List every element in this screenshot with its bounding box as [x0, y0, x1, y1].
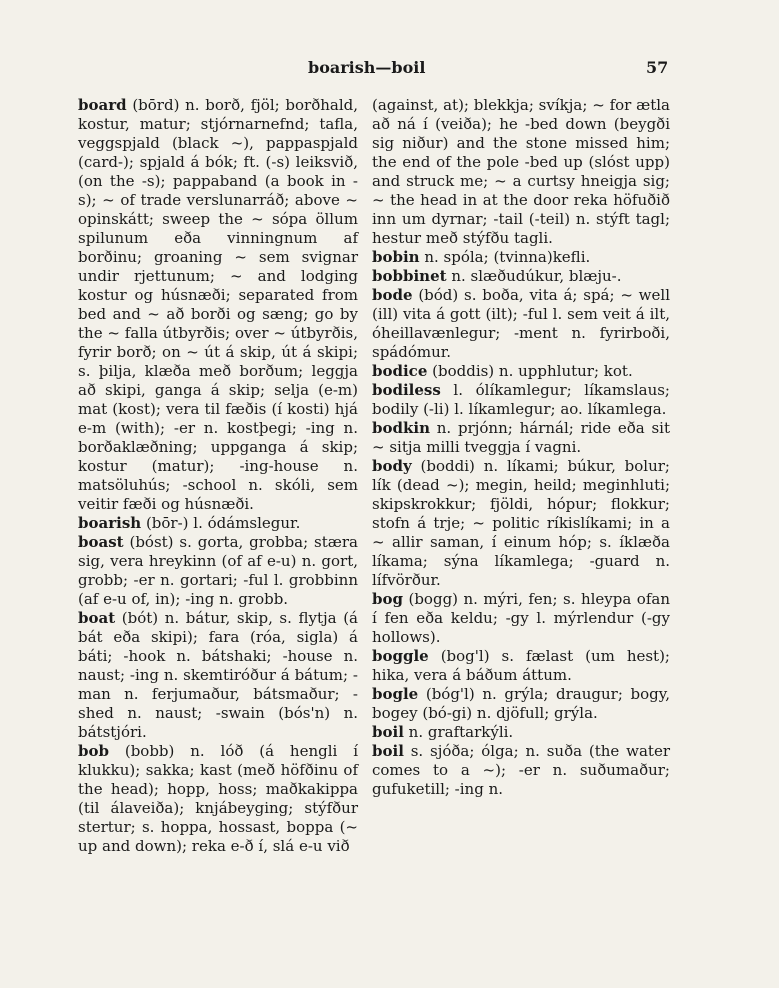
headword: bog — [372, 590, 403, 608]
headword: boat — [78, 609, 116, 627]
headword: bode — [372, 286, 413, 304]
headword: boil — [372, 723, 404, 741]
dictionary-entry-continued — [372, 96, 670, 248]
entry-definition: (bōrd) n. borð, fjöl; borðhald, kostur, matur; stjórnarnefnd; tafla, veggspjald (black ~), pappaspjald (card-); spjald á bók; ft. (-s) leiksvið, (on the -s); pappaband (a book in -s); ~ of trade verslunarráð; above ~ opinskátt; sweep the ~ sópa öllum spilunum eða vinningnum af borðinu; groaning ~ sem svignar undir rjettunum; ~ and lodging kostur og húsnæði; separated from bed and ~ að borði og sæng; go by the ~ falla útbyrðis; over ~ útbyrðis, fyrir borð; on ~ út á skip, út á skipi; s. þilja, klæða með borðum; leggja að skipi, ganga á skip; selja (e-m) mat (kost); vera til fæðis (í kosti) hjá e-m (with); -er n. kostþegi; -ing n. borðaklæðning; uppganga á skip; kostur (matur); -ing-house n. matsöluhús; -school n. skóli, sem veitir fæði og húsnæði. — [78, 96, 358, 513]
page-number: 57 — [646, 58, 669, 77]
entry-definition: (boddis) n. upphlutur; kot. — [427, 362, 633, 380]
dictionary-entry — [78, 533, 358, 609]
entry-definition: n. prjónn; hárnál; ride eða sit ~ sitja milli tveggja í vagni. — [372, 419, 670, 456]
entry-definition: (against, at); blekkja; svíkja; ~ for ætla að ná í (veiða); he -bed down (beygði sig niður) and the stone missed him; the end of the pole -bed up (slóst upp) and struck me; ~ a curtsy hneigja sig; ~ the head in at the door reka höfuðið inn um dyrnar; -tail (-teil) n. stýft tagl; hestur með stýfðu tagli. — [372, 96, 670, 247]
dictionary-entry — [372, 590, 670, 647]
entry-definition: (bód) s. boða, vita á; spá; ~ well (ill) vita á gott (ilt); -ful l. sem veit á ilt, óheillavænlegur; -ment n. fyrirboði, spádómur. — [372, 286, 670, 361]
headword: board — [78, 96, 127, 114]
dictionary-entry — [372, 267, 670, 286]
headword: bogle — [372, 685, 419, 703]
headword: bobin — [372, 248, 420, 266]
headword: body — [372, 457, 412, 475]
dictionary-entry — [78, 514, 358, 533]
left-column — [78, 96, 358, 856]
headword: bodkin — [372, 419, 430, 437]
dictionary-entry — [372, 381, 670, 419]
dictionary-entry — [372, 647, 670, 685]
dictionary-entry — [372, 248, 670, 267]
entry-definition: (bōr-) l. ódámslegur. — [141, 514, 301, 532]
headword: bodiless — [372, 381, 441, 399]
dictionary-entry — [78, 96, 358, 514]
entry-definition: n. spóla; (tvinna)kefli. — [419, 248, 591, 266]
headword: boil — [372, 742, 404, 760]
headword: bob — [78, 742, 109, 760]
entry-definition: (bóg'l) n. grýla; draugur; bogy, bogey (bó-gi) n. djöfull; grýla. — [372, 685, 670, 722]
headword: boggle — [372, 647, 429, 665]
dictionary-entry — [372, 457, 670, 590]
dictionary-entry — [372, 419, 670, 457]
headword: boast — [78, 533, 124, 551]
dictionary-entry — [372, 286, 670, 362]
dictionary-entry — [372, 742, 670, 799]
dictionary-entry — [78, 609, 358, 742]
entry-definition: (bog'l) s. fælast (um hest); hika, vera á báðum áttum. — [372, 647, 670, 684]
entry-definition: l. ólíkamlegur; líkamslaus; bodily (-li) l. líkamlegur; ao. líkamlega. — [372, 381, 670, 418]
page-header — [0, 58, 779, 82]
entry-definition: (bót) n. bátur, skip, s. flytja (á bát eða skipi); fara (róa, sigla) á báti; -hook n. bátshaki; -house n. naust; -ing n. skemtiróður á bátum; -man n. ferjumaður, bátsmaður; -shed n. naust; -swain (bós'n) n. bátstjóri. — [78, 609, 358, 741]
running-head: boarish—boil — [308, 58, 426, 77]
headword: bodice — [372, 362, 428, 380]
dictionary-entry — [372, 362, 670, 381]
headword: boarish — [78, 514, 142, 532]
right-column — [372, 96, 670, 799]
entry-definition: s. sjóða; ólga; n. suða (the water comes to a ~); -er n. suðumaður; gufuketill; -ing n. — [372, 742, 670, 798]
entry-definition: (bogg) n. mýri, fen; s. hleypa ofan í fen eða keldu; -gy l. mýrlendur (-gy hollows). — [372, 590, 670, 646]
headword: bobbinet — [372, 267, 447, 285]
entry-definition: n. slæðudúkur, blæju-. — [446, 267, 622, 285]
dictionary-entry — [372, 723, 670, 742]
entry-definition: n. graftarkýli. — [403, 723, 514, 741]
dictionary-entry — [78, 742, 358, 856]
entry-definition: (boddi) n. líkami; búkur, bolur; lík (dead ~); megin, heild; meginhluti; skipskrokkur; fjöldi, hópur; flokkur; stofn á trje; ~ politic ríkislíkami; in a ~ allir saman, í einum hóp; s. íklæða líkama; sýna líkamlega; -guard n. lífvörður. — [372, 457, 670, 589]
dictionary-entry — [372, 685, 670, 723]
entry-definition: (bobb) n. lóð (á hengli í klukku); sakka; kast (með höfðinu of the head); hopp, hoss; maðkakippa (til álaveiða); knjábeyging; stýfður stertur; s. hoppa, hossast, boppa (~ up and down); reka e-ð í, slá e-u við — [78, 742, 358, 855]
entry-definition: (bóst) s. gorta, grobba; stæra sig, vera hreykinn (of af e-u) n. gort, grobb; -er n. gortari; -ful l. grobbinn (af e-u of, in); -ing n. grobb. — [78, 533, 358, 608]
